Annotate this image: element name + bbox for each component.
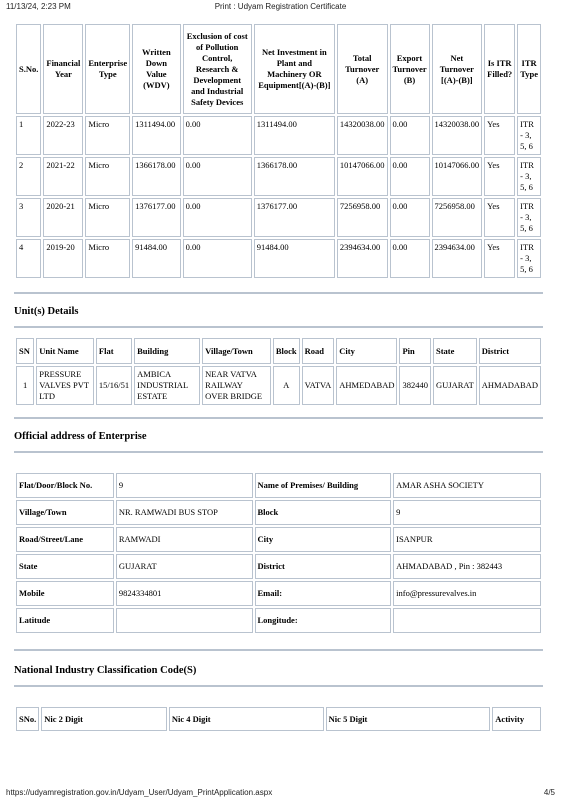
table-cell: 10147066.00 bbox=[432, 157, 483, 196]
field-label: State bbox=[16, 554, 114, 579]
table-cell: 1311494.00 bbox=[132, 116, 181, 155]
table-cell: 0.00 bbox=[183, 116, 252, 155]
field-value: NR. RAMWADI BUS STOP bbox=[116, 500, 253, 525]
col-header: Road bbox=[302, 338, 335, 364]
table-cell: 1376177.00 bbox=[132, 198, 181, 237]
table-cell: 1366178.00 bbox=[132, 157, 181, 196]
table-cell: 382440 bbox=[399, 366, 431, 405]
field-value: AHMADABAD , Pin : 382443 bbox=[393, 554, 541, 579]
table-cell: 1 bbox=[16, 366, 34, 405]
field-value: 9 bbox=[393, 500, 541, 525]
table-cell: 1 bbox=[16, 116, 41, 155]
field-label: District bbox=[255, 554, 392, 579]
field-value: GUJARAT bbox=[116, 554, 253, 579]
field-label: Road/Street/Lane bbox=[16, 527, 114, 552]
table-cell: ITR - 3, 5, 6 bbox=[517, 239, 541, 278]
nic-table bbox=[14, 705, 543, 733]
table-cell: AMBICA INDUSTRIAL ESTATE bbox=[134, 366, 200, 405]
table-cell: 7256958.00 bbox=[337, 198, 388, 237]
table-cell: AHMEDABAD bbox=[336, 366, 397, 405]
field-value bbox=[393, 608, 541, 633]
col-header: Block bbox=[273, 338, 300, 364]
field-value bbox=[116, 608, 253, 633]
col-header: Activity bbox=[492, 707, 541, 731]
table-row bbox=[16, 157, 541, 196]
table-cell: AHMADABAD bbox=[479, 366, 541, 405]
col-header: Village/Town bbox=[202, 338, 271, 364]
official-address-table bbox=[14, 471, 543, 635]
table-cell: GUJARAT bbox=[433, 366, 477, 405]
field-label: Longitude: bbox=[255, 608, 392, 633]
col-header: Enterprise Type bbox=[85, 24, 130, 114]
table-row bbox=[16, 581, 541, 606]
table-cell: 14320038.00 bbox=[337, 116, 388, 155]
print-url: https://udyamregistration.gov.in/Udyam_User/Udyam_PrintApplication.aspx bbox=[6, 788, 273, 797]
print-page-number: 4/5 bbox=[543, 788, 555, 797]
table-cell: 10147066.00 bbox=[337, 157, 388, 196]
field-value: info@pressurevalves.in bbox=[393, 581, 541, 606]
col-header: Building bbox=[134, 338, 200, 364]
col-header: Pin bbox=[399, 338, 431, 364]
official-address-title: Official address of Enterprise bbox=[14, 431, 147, 442]
field-value: ISANPUR bbox=[393, 527, 541, 552]
table-cell: 1366178.00 bbox=[254, 157, 335, 196]
col-header: Written Down Value (WDV) bbox=[132, 24, 181, 114]
print-datetime: 11/13/24, 2:23 PM bbox=[6, 2, 71, 11]
table-cell: VATVA bbox=[302, 366, 335, 405]
table-cell: 3 bbox=[16, 198, 41, 237]
col-header: SN bbox=[16, 338, 34, 364]
table-cell: NEAR VATVA RAILWAY OVER BRIDGE bbox=[202, 366, 271, 405]
table-cell: 1311494.00 bbox=[254, 116, 335, 155]
col-header: Nic 5 Digit bbox=[326, 707, 491, 731]
browser-print-header bbox=[0, 2, 561, 14]
table-row bbox=[16, 239, 541, 278]
table-cell: 14320038.00 bbox=[432, 116, 483, 155]
col-header: Net Turnover [(A)-(B)] bbox=[432, 24, 483, 114]
table-cell: 91484.00 bbox=[132, 239, 181, 278]
table-row bbox=[16, 500, 541, 525]
field-value: AMAR ASHA SOCIETY bbox=[393, 473, 541, 498]
col-header: Unit Name bbox=[36, 338, 94, 364]
col-header: State bbox=[433, 338, 477, 364]
table-cell: PRESSURE VALVES PVT LTD bbox=[36, 366, 94, 405]
col-header: Nic 4 Digit bbox=[169, 707, 324, 731]
table-cell: Micro bbox=[85, 116, 130, 155]
table-cell: ITR - 3, 5, 6 bbox=[517, 198, 541, 237]
table-cell: 0.00 bbox=[390, 157, 430, 196]
col-header: Financial Year bbox=[43, 24, 83, 114]
table-row bbox=[16, 116, 541, 155]
field-label: Mobile bbox=[16, 581, 114, 606]
table-cell: 91484.00 bbox=[254, 239, 335, 278]
table-row bbox=[16, 527, 541, 552]
table-row bbox=[16, 473, 541, 498]
table-cell: Micro bbox=[85, 198, 130, 237]
table-cell: 0.00 bbox=[390, 198, 430, 237]
table-cell: 2 bbox=[16, 157, 41, 196]
certificate-page bbox=[14, 22, 543, 733]
field-label: Flat/Door/Block No. bbox=[16, 473, 114, 498]
nic-header-row bbox=[16, 707, 541, 731]
browser-print-footer bbox=[0, 788, 561, 800]
field-label: Name of Premises/ Building bbox=[255, 473, 392, 498]
col-header: District bbox=[479, 338, 541, 364]
field-label: Email: bbox=[255, 581, 392, 606]
table-cell: 0.00 bbox=[390, 239, 430, 278]
col-header: Export Turnover (B) bbox=[390, 24, 430, 114]
col-header: Total Turnover (A) bbox=[337, 24, 388, 114]
col-header: SNo. bbox=[16, 707, 39, 731]
col-header: Nic 2 Digit bbox=[41, 707, 167, 731]
table-cell: ITR - 3, 5, 6 bbox=[517, 157, 541, 196]
table-cell: 1376177.00 bbox=[254, 198, 335, 237]
financial-table bbox=[14, 22, 543, 280]
field-label: Village/Town bbox=[16, 500, 114, 525]
col-header: ITR Type bbox=[517, 24, 541, 114]
col-header: Is ITR Filled? bbox=[484, 24, 515, 114]
table-cell: 0.00 bbox=[183, 157, 252, 196]
table-row bbox=[16, 608, 541, 633]
table-row bbox=[16, 554, 541, 579]
col-header: Net Investment in Plant and Machinery OR Equipment[(A)-(B)] bbox=[254, 24, 335, 114]
field-label: City bbox=[255, 527, 392, 552]
table-cell: 2022-23 bbox=[43, 116, 83, 155]
col-header: Exclusion of cost of Pollution Control, Research & Development and Industrial Safety Devices bbox=[183, 24, 252, 114]
table-cell: 15/16/51 bbox=[96, 366, 132, 405]
table-cell: Yes bbox=[484, 239, 515, 278]
units-title: Unit(s) Details bbox=[14, 306, 79, 317]
table-cell: Yes bbox=[484, 116, 515, 155]
table-cell: Yes bbox=[484, 157, 515, 196]
col-header: S.No. bbox=[16, 24, 41, 114]
table-cell: Micro bbox=[85, 157, 130, 196]
col-header: City bbox=[336, 338, 397, 364]
table-row bbox=[16, 366, 541, 405]
print-title: Print : Udyam Registration Certificate bbox=[214, 2, 347, 11]
table-cell: 2019-20 bbox=[43, 239, 83, 278]
field-value: RAMWADI bbox=[116, 527, 253, 552]
table-cell: 4 bbox=[16, 239, 41, 278]
table-cell: 2394634.00 bbox=[337, 239, 388, 278]
nic-title: National Industry Classification Code(S) bbox=[14, 665, 197, 676]
units-table bbox=[14, 336, 543, 407]
table-cell: 0.00 bbox=[183, 198, 252, 237]
table-row bbox=[16, 198, 541, 237]
table-cell: Yes bbox=[484, 198, 515, 237]
table-cell: 2020-21 bbox=[43, 198, 83, 237]
col-header: Flat bbox=[96, 338, 132, 364]
table-cell: 2021-22 bbox=[43, 157, 83, 196]
field-value: 9 bbox=[116, 473, 253, 498]
field-label: Block bbox=[255, 500, 392, 525]
financial-header-row bbox=[16, 24, 541, 114]
units-header-row bbox=[16, 338, 541, 364]
table-cell: 2394634.00 bbox=[432, 239, 483, 278]
field-value: 9824334801 bbox=[116, 581, 253, 606]
table-cell: 7256958.00 bbox=[432, 198, 483, 237]
field-label: Latitude bbox=[16, 608, 114, 633]
table-cell: 0.00 bbox=[390, 116, 430, 155]
table-cell: 0.00 bbox=[183, 239, 252, 278]
table-cell: A bbox=[273, 366, 300, 405]
table-cell: ITR - 3, 5, 6 bbox=[517, 116, 541, 155]
table-cell: Micro bbox=[85, 239, 130, 278]
